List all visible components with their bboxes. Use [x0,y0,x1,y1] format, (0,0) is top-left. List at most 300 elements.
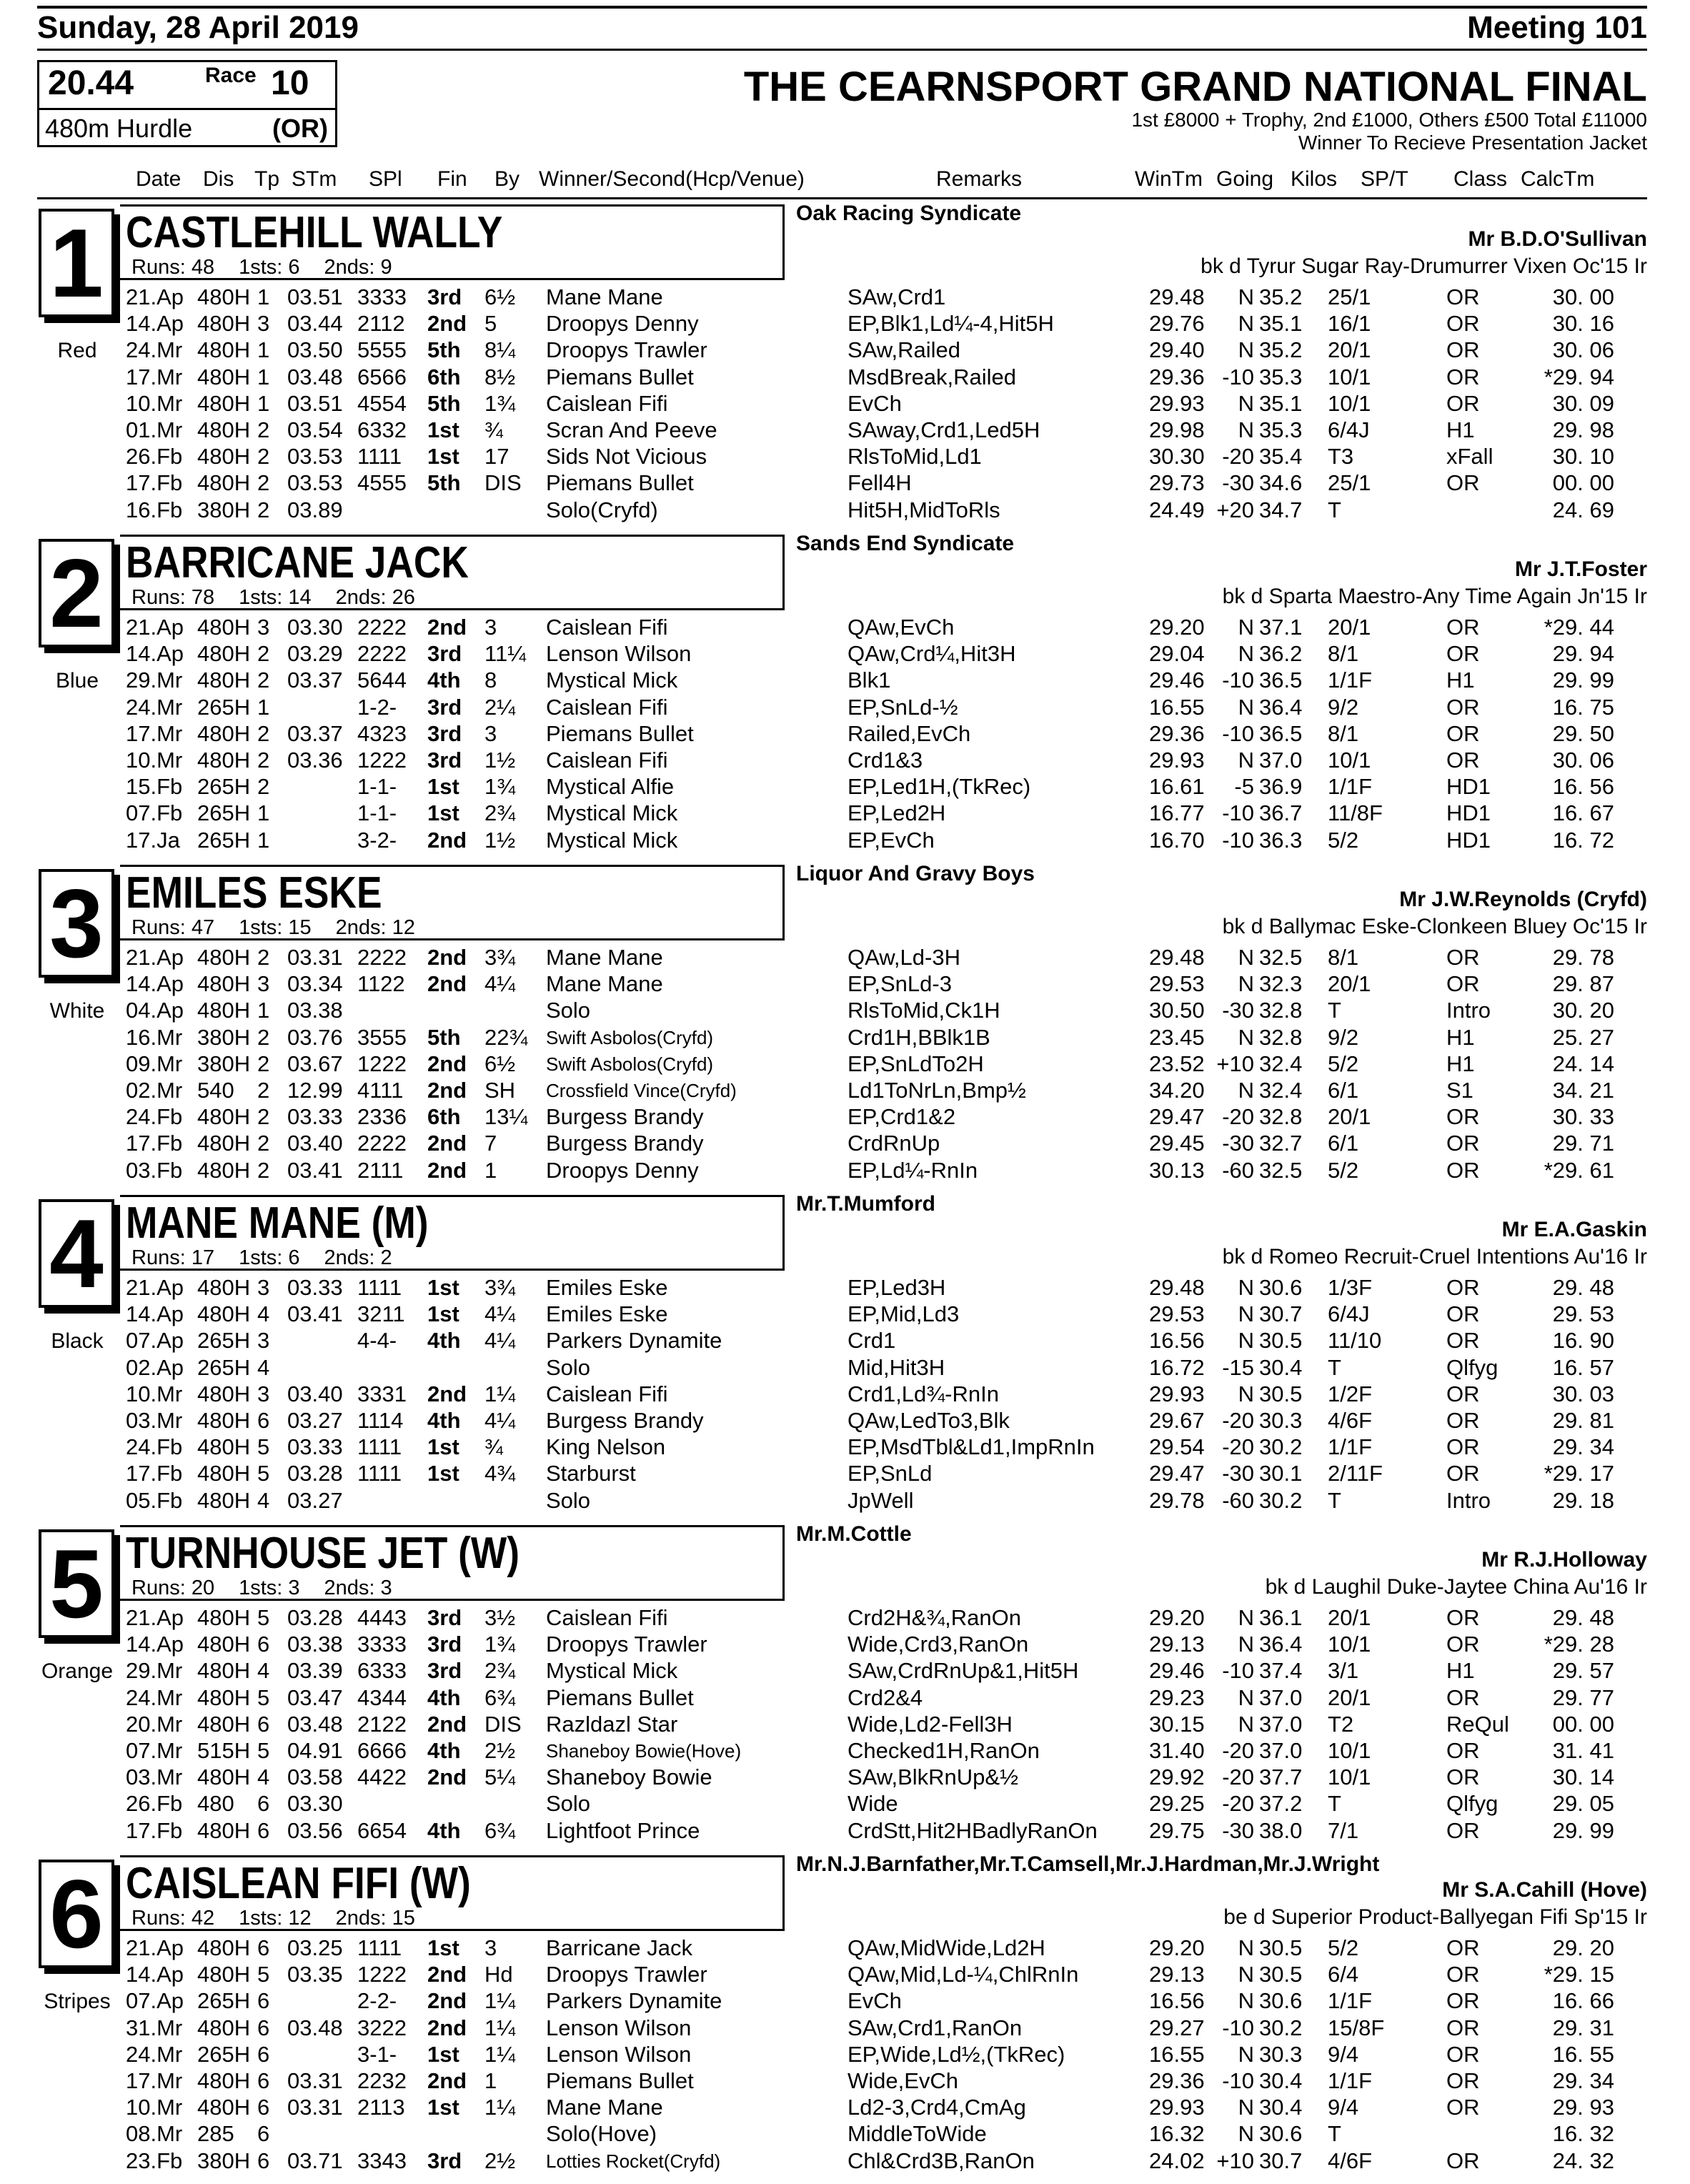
form-starting-price: T3 [1328,444,1354,470]
form-date: 21.Ap [126,284,184,309]
form-sectional: 03.34 [287,971,343,997]
stat-firsts: 1sts: 6 [239,1246,300,1269]
form-kilos: 32.4 [1259,1077,1303,1103]
form-calc-time: 29. 50 [1552,720,1614,746]
form-win-time: 29.40 [1149,337,1205,363]
form-class: OR [1446,1301,1480,1327]
form-trap: 2 [257,444,270,470]
trap-colour: Black [51,1329,104,1353]
form-remarks: EP,EvCh [848,827,935,853]
form-starting-price: 3/1 [1328,1658,1359,1684]
form-date: 14.Ap [126,971,184,997]
form-starting-price: 6/4J [1328,1301,1370,1327]
form-going: -20 [1222,1407,1254,1433]
form-finish: 2nd [427,1711,467,1737]
form-distance-beaten: 4¼ [484,1328,516,1354]
form-remarks: Wide,EvCh [848,2068,959,2093]
form-trap: 1 [257,284,270,309]
form-going: +20 [1216,497,1254,522]
form-sectional: 03.31 [287,945,343,970]
form-going: N [1238,641,1254,667]
form-going: -20 [1222,444,1254,470]
form-starting-price: 1/1F [1328,2068,1373,2093]
form-distance: 480H [197,615,251,640]
form-distance: 480H [197,1962,251,1987]
form-win-time: 29.36 [1149,720,1205,746]
form-kilos: 32.7 [1259,1131,1303,1156]
form-distance-beaten: 6¾ [484,1817,516,1843]
form-date: 17.Fb [126,1461,183,1486]
stat-seconds: 2nds: 15 [335,1907,415,1930]
form-distance: 480H [197,945,251,970]
stat-firsts: 1sts: 12 [239,1907,312,1930]
form-calc-time: 30. 09 [1552,390,1614,416]
form-win-time: 29.67 [1149,1407,1205,1433]
form-trap: 2 [257,1157,270,1183]
form-starting-price: 6/1 [1328,1077,1359,1103]
form-remarks: Chl&Crd3B,RanOn [848,2148,1035,2173]
form-win-time: 30.50 [1149,998,1205,1023]
form-date: 24.Mr [126,694,183,720]
form-calc-time: 25. 27 [1552,1024,1614,1050]
form-winner-second: Caislean Fifi [546,747,668,773]
form-remarks: EP,SnLd-½ [848,694,958,720]
dog-trainer: Mr R.J.Holloway [1481,1548,1647,1572]
form-sectional: 03.44 [287,311,343,337]
form-trap: 3 [257,1328,270,1354]
form-remarks: EP,Mid,Ld3 [848,1301,960,1327]
form-distance: 480H [197,390,251,416]
dog-owner: Oak Racing Syndicate [796,202,1022,225]
form-row [0,748,1690,774]
form-distance: 480H [197,998,251,1023]
form-row [0,2015,1690,2042]
form-going: -5 [1234,774,1254,800]
stat-seconds: 2nds: 2 [324,1246,392,1269]
dog-owner: Mr.M.Cottle [796,1522,912,1546]
form-trap: 5 [257,1461,270,1486]
form-starting-price: 10/1 [1328,1764,1371,1790]
form-finish: 6th [427,364,461,389]
form-distance: 480H [197,364,251,389]
form-column-headers [0,164,1690,196]
race-number: 10 [271,64,309,102]
col-by: By [494,167,520,191]
form-win-time: 34.20 [1149,1077,1205,1103]
trap-number: 4 [49,1199,104,1308]
form-going: -10 [1222,1658,1254,1684]
form-split-positions: 1114 [357,1407,404,1433]
form-class: OR [1446,1104,1480,1130]
form-trap: 6 [257,2148,270,2173]
form-distance-beaten: 1¾ [484,1632,516,1657]
form-trap: 2 [257,1077,270,1103]
form-remarks: SAw,Railed [848,337,960,363]
form-distance: 480H [197,1711,251,1737]
form-winner-second: Lenson Wilson [546,2015,692,2040]
form-starting-price: 2/11F [1328,1461,1383,1486]
form-starting-price: 1/1F [1328,774,1373,800]
form-kilos: 36.2 [1259,641,1303,667]
form-distance: 480H [197,1764,251,1790]
form-split-positions: 1111 [357,1461,402,1486]
form-winner-second: Sids Not Vicious [546,444,707,470]
form-win-time: 29.04 [1149,641,1205,667]
form-calc-time: 00. 00 [1552,1711,1614,1737]
form-finish: 2nd [427,1988,467,2014]
form-trap: 4 [257,1658,270,1684]
form-trap: 2 [257,417,270,442]
form-remarks: EP,SnLd [848,1461,933,1486]
form-going: -30 [1222,470,1254,496]
form-win-time: 29.13 [1149,1962,1205,1987]
form-starting-price: 20/1 [1328,337,1371,363]
form-distance: 480H [197,1632,251,1657]
form-going: N [1238,1275,1254,1300]
form-winner-second: Solo [546,1487,591,1513]
form-date: 16.Fb [126,497,183,522]
form-kilos: 30.6 [1259,1275,1303,1300]
dog-breeding: be d Superior Product-Ballyegan Fifi Sp'15 Ir [1223,1905,1647,1929]
form-row [0,1935,1690,1962]
dog-name: MANE MANE (M) [126,1198,429,1248]
form-kilos: 30.6 [1259,1988,1303,2014]
form-starting-price: 5/2 [1328,1157,1359,1183]
form-class: OR [1446,2095,1480,2120]
dog-stats [131,586,439,610]
form-trap: 1 [257,827,270,853]
form-winner-second: Mane Mane [546,971,663,997]
form-winner-second: Shaneboy Bowie [546,1764,712,1790]
form-winner-second: Caislean Fifi [546,390,668,416]
form-finish: 2nd [427,1962,467,1987]
form-split-positions: 2232 [357,2068,407,2093]
form-row [0,2121,1690,2148]
form-going: -10 [1222,2015,1254,2040]
form-kilos: 35.1 [1259,311,1303,337]
form-calc-time: 30. 33 [1552,1104,1614,1130]
form-finish: 1st [427,2041,459,2067]
form-class: OR [1446,641,1480,667]
trap-number: 1 [49,209,104,317]
form-sectional: 03.37 [287,720,343,746]
form-distance: 265H [197,774,251,800]
form-row [0,2042,1690,2068]
form-split-positions: 1222 [357,1051,407,1076]
form-class: OR [1446,1988,1480,2014]
form-calc-time: 30. 14 [1552,1764,1614,1790]
form-class: OR [1446,720,1480,746]
form-distance-beaten: 8½ [484,364,516,389]
form-kilos: 36.7 [1259,800,1303,826]
form-winner-second: Barricane Jack [546,1935,693,1960]
form-starting-price: 9/2 [1328,1024,1359,1050]
form-calc-time: 29. 93 [1552,2095,1614,2120]
form-date: 02.Ap [126,1354,184,1380]
form-finish: 3rd [427,1658,462,1684]
form-starting-price: 8/1 [1328,641,1359,667]
form-sectional: 03.36 [287,747,343,773]
form-going: -30 [1222,1817,1254,1843]
form-calc-time: 16. 90 [1552,1328,1614,1354]
form-finish: 3rd [427,2148,462,2173]
form-class: OR [1446,1962,1480,1987]
form-remarks: Crd2&4 [848,1684,923,1710]
form-starting-price: 20/1 [1328,1104,1371,1130]
form-split-positions: 3343 [357,2148,407,2173]
form-distance-beaten: 1¼ [484,2015,516,2040]
form-winner-second: Droopys Trawler [546,337,707,363]
form-calc-time: 29. 18 [1552,1487,1614,1513]
form-date: 21.Ap [126,1605,184,1630]
form-starting-price: 5/2 [1328,827,1359,853]
form-calc-time: 24. 14 [1552,1051,1614,1076]
form-calc-time: 30. 06 [1552,747,1614,773]
form-split-positions: 3-2- [357,827,397,853]
form-row [0,774,1690,800]
form-winner-second: Droopys Denny [546,1157,699,1183]
form-kilos: 37.0 [1259,747,1303,773]
form-kilos: 32.3 [1259,971,1303,997]
form-calc-time: 29. 94 [1552,641,1614,667]
form-trap: 6 [257,1711,270,1737]
form-finish: 1st [427,1935,459,1960]
form-date: 17.Mr [126,2068,183,2093]
form-win-time: 24.02 [1149,2148,1205,2173]
form-going: N [1238,2041,1254,2067]
form-sectional: 03.41 [287,1301,343,1327]
form-finish: 2nd [427,2068,467,2093]
form-remarks: MsdBreak,Railed [848,364,1017,389]
form-calc-time: 24. 32 [1552,2148,1614,2173]
form-split-positions: 5644 [357,667,407,693]
form-class: Intro [1446,1487,1491,1513]
form-class: HD1 [1446,827,1491,853]
form-win-time: 29.48 [1149,1275,1205,1300]
dog-stats [131,916,439,940]
form-winner-second: Burgess Brandy [546,1131,704,1156]
form-lines [0,1605,1690,1845]
form-class: HD1 [1446,800,1491,826]
form-finish: 2nd [427,1077,467,1103]
form-remarks: SAw,BlkRnUp&½ [848,1764,1018,1790]
form-sectional: 03.30 [287,1791,343,1817]
form-row [0,1632,1690,1658]
form-win-time: 29.47 [1149,1461,1205,1486]
form-going: N [1238,2095,1254,2120]
form-win-time: 29.36 [1149,2068,1205,2093]
form-win-time: 16.55 [1149,2041,1205,2067]
form-going: N [1238,747,1254,773]
form-kilos: 30.5 [1259,1328,1303,1354]
form-split-positions: 1111 [357,1275,402,1300]
form-row [0,1301,1690,1328]
form-row [0,1658,1690,1684]
stat-runs: Runs: 42 [131,1907,215,1930]
top-rule [37,6,1647,9]
form-calc-time: 16. 67 [1552,800,1614,826]
form-starting-price: 9/4 [1328,2041,1359,2067]
form-split-positions: 6333 [357,1658,407,1684]
form-distance: 480H [197,1407,251,1433]
form-class: OR [1446,1764,1480,1790]
form-winner-second: Emiles Eske [546,1275,668,1300]
form-date: 07.Ap [126,1328,184,1354]
form-date: 02.Mr [126,1077,183,1103]
trap-number: 2 [49,539,104,647]
dog-stats [131,1246,417,1270]
form-class: OR [1446,1434,1480,1460]
form-sectional: 03.51 [287,390,343,416]
form-going: N [1238,1988,1254,2014]
form-split-positions: 3555 [357,1024,407,1050]
form-win-time: 16.55 [1149,694,1205,720]
form-winner-second: Piemans Bullet [546,364,694,389]
form-winner-second: Mane Mane [546,2095,663,2120]
form-finish: 5th [427,1024,461,1050]
form-split-positions: 1-1- [357,800,397,826]
form-row [0,641,1690,667]
form-sectional: 12.99 [287,1077,343,1103]
form-winner-second: Droopys Trawler [546,1962,707,1987]
form-trap: 6 [257,1988,270,2014]
form-class: OR [1446,1131,1480,1156]
form-sectional: 03.35 [287,1962,343,1987]
form-class: OR [1446,390,1480,416]
form-distance: 480H [197,1487,251,1513]
form-class: H1 [1446,667,1475,693]
form-split-positions: 3333 [357,284,407,309]
form-distance: 285 [197,2121,234,2147]
prize-note: Winner To Recieve Presentation Jacket [1298,131,1647,154]
form-winner-second: Mane Mane [546,945,663,970]
form-finish: 1st [427,1301,459,1327]
form-finish: 3rd [427,747,462,773]
form-starting-price: T [1328,998,1341,1023]
form-sectional: 03.31 [287,2095,343,2120]
form-distance-beaten: 11¼ [484,641,527,667]
form-remarks: EP,Led2H [848,800,946,826]
form-date: 29.Mr [126,667,183,693]
runner-block [0,862,1690,1193]
form-remarks: EvCh [848,1988,902,2014]
form-date: 10.Mr [126,1381,183,1406]
dog-breeding: bk d Romeo Recruit-Cruel Intentions Au'16 Ir [1222,1245,1647,1269]
form-date: 24.Fb [126,1104,183,1130]
form-date: 14.Ap [126,1301,184,1327]
form-row [0,1488,1690,1514]
form-starting-price: T [1328,497,1341,522]
form-calc-time: 29. 31 [1552,2015,1614,2040]
form-date: 21.Ap [126,615,184,640]
form-calc-time: 29. 81 [1552,1407,1614,1433]
form-starting-price: 1/1F [1328,1988,1373,2014]
form-row [0,417,1690,444]
form-sectional: 03.50 [287,337,343,363]
form-distance: 480H [197,1301,251,1327]
form-remarks: Crd2H&¾,RanOn [848,1605,1021,1630]
form-split-positions: 2222 [357,1131,407,1156]
form-starting-price: 1/2F [1328,1381,1373,1406]
form-finish: 1st [427,1434,459,1460]
form-starting-price: T [1328,1791,1341,1817]
form-calc-time: 29. 98 [1552,417,1614,442]
form-going: -10 [1222,800,1254,826]
form-kilos: 35.2 [1259,337,1303,363]
form-distance: 480H [197,2015,251,2040]
dog-name: CAISLEAN FIFI (W) [126,1859,471,1908]
dog-trainer: Mr S.A.Cahill (Hove) [1442,1878,1647,1902]
form-trap: 5 [257,1684,270,1710]
dog-stats [131,256,417,279]
form-win-time: 29.73 [1149,470,1205,496]
form-split-positions: 4111 [357,1077,404,1103]
form-row [0,1408,1690,1434]
race-grade: (OR) [272,114,328,143]
form-class: Intro [1446,998,1491,1023]
form-sectional: 03.67 [287,1051,343,1076]
form-starting-price: 1/1F [1328,1434,1373,1460]
form-distance-beaten: DIS [484,1711,522,1737]
form-kilos: 30.5 [1259,1935,1303,1960]
form-winner-second: Razldazl Star [546,1711,678,1737]
form-going: -20 [1222,1434,1254,1460]
form-distance: 480H [197,641,251,667]
form-going: -10 [1222,364,1254,389]
form-finish: 4th [427,1684,461,1710]
form-distance: 480H [197,470,251,496]
form-remarks: EP,SnLdTo2H [848,1051,984,1076]
form-class: OR [1446,945,1480,970]
form-going: N [1238,1024,1254,1050]
form-calc-time: 29. 48 [1552,1605,1614,1630]
form-win-time: 29.78 [1149,1487,1205,1513]
form-remarks: EvCh [848,390,902,416]
form-going: N [1238,1711,1254,1737]
form-winner-second: Mystical Mick [546,827,678,853]
form-trap: 2 [257,1051,270,1076]
form-finish: 3rd [427,694,462,720]
form-win-time: 16.56 [1149,1328,1205,1354]
form-row [0,1131,1690,1157]
form-split-positions: 4422 [357,1764,407,1790]
form-distance-beaten: 4¼ [484,1407,516,1433]
dog-owner: Sands End Syndicate [796,532,1015,555]
form-finish: 1st [427,774,459,800]
form-kilos: 30.4 [1259,1354,1303,1380]
form-row [0,1605,1690,1632]
form-distance: 265H [197,1354,251,1380]
form-kilos: 35.4 [1259,444,1303,470]
form-distance-beaten: 3¾ [484,1275,516,1300]
form-distance-beaten: 8 [484,667,497,693]
form-calc-time: 30. 00 [1552,284,1614,309]
form-distance-beaten: 4¼ [484,1301,516,1327]
form-row [0,695,1690,721]
form-winner-second: Burgess Brandy [546,1407,704,1433]
form-win-time: 29.47 [1149,1104,1205,1130]
form-row [0,1275,1690,1301]
form-win-time: 16.70 [1149,827,1205,853]
form-date: 17.Fb [126,1131,183,1156]
form-sectional: 03.40 [287,1131,343,1156]
form-distance: 480H [197,667,251,693]
form-row [0,497,1690,524]
form-trap: 2 [257,1024,270,1050]
form-split-positions: 3222 [357,2015,407,2040]
form-calc-time: 30. 20 [1552,998,1614,1023]
form-sectional: 03.33 [287,1104,343,1130]
